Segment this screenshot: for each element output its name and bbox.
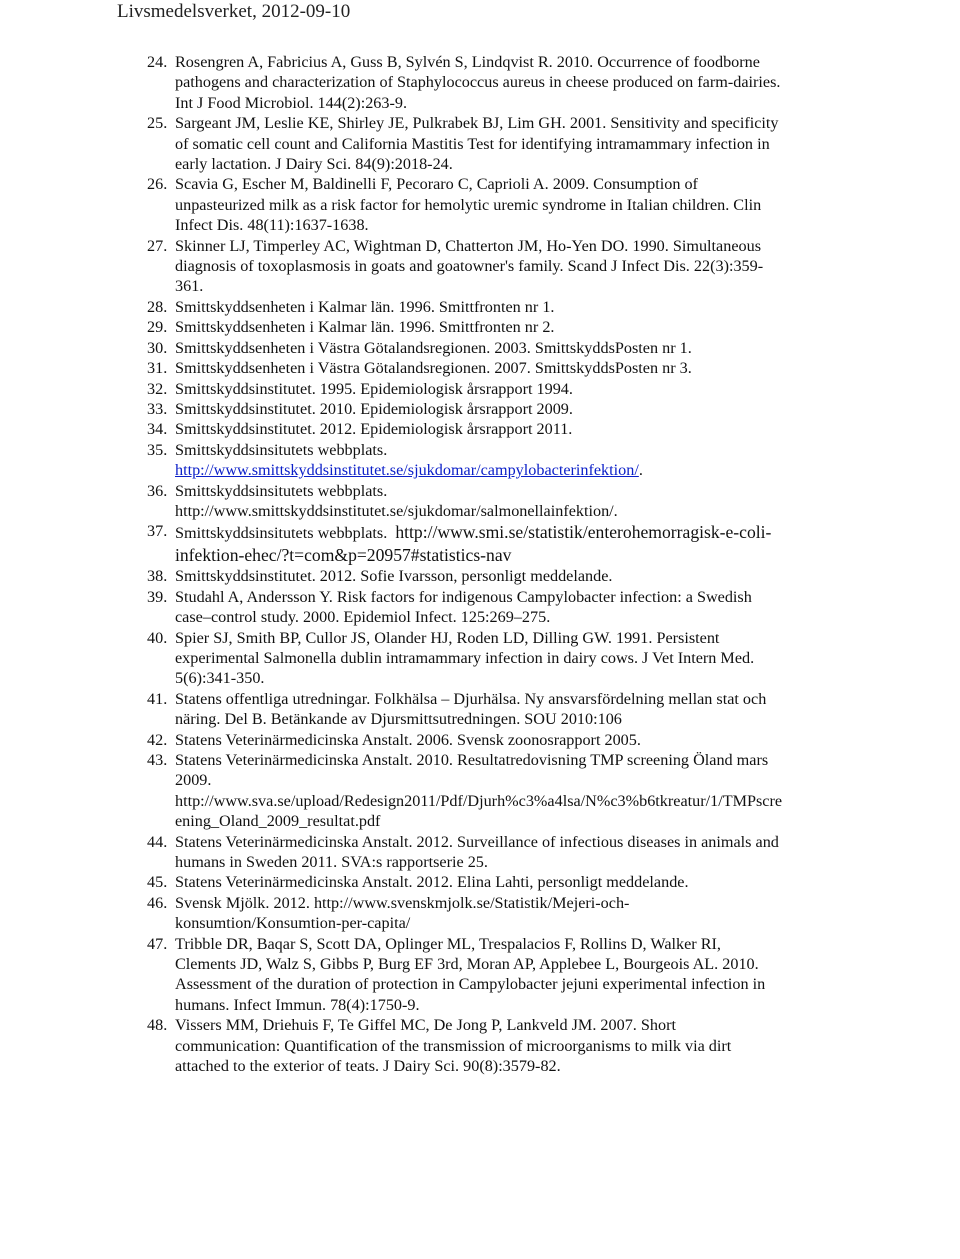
- reference-text: [175, 566, 960, 586]
- reference-35: [0, 440, 960, 481]
- reference-text: [175, 52, 960, 113]
- reference-line: Statens Veterinärmedicinska Anstalt. 2012. Surveillance of infectious diseases in animals and: [175, 832, 779, 851]
- reference-line: Clements JD, Walz S, Gibbs P, Burg EF 3rd, Moran AP, Applebee L, Bourgeois AL. 2010.: [175, 955, 759, 974]
- reference-text: [175, 317, 960, 337]
- reference-line: Sargeant JM, Leslie KE, Shirley JE, Pulkrabek BJ, Lim GH. 2001. Sensitivity and specificity: [175, 114, 779, 133]
- reference-line: humans in Sweden 2011. SVA:s rapportserie 25.: [175, 853, 488, 872]
- reference-48: [0, 1015, 960, 1076]
- reference-number: 39.: [147, 587, 168, 606]
- reference-text: [175, 934, 960, 1016]
- reference-39: [0, 587, 960, 628]
- reference-line: Infect Dis. 48(11):1637-1638.: [175, 216, 369, 235]
- reference-text: [175, 174, 960, 235]
- reference-41: [0, 689, 960, 730]
- reference-line: Tribble DR, Baqar S, Scott DA, Oplinger ML, Trespalacios F, Rollins D, Walker RI,: [175, 934, 721, 953]
- reference-text: [175, 893, 960, 934]
- reference-number: 32.: [147, 379, 168, 398]
- reference-number: 44.: [147, 832, 168, 851]
- reference-line: http://www.smittskyddsinstitutet.se/sjukdomar/salmonellainfektion/.: [175, 501, 618, 520]
- reference-line: pathogens and characterization of Staphylococcus aureus in cheese produced on farm-dairies.: [175, 73, 781, 92]
- reference-text: [175, 750, 960, 832]
- reference-number: 38.: [147, 567, 168, 586]
- reference-line: communication: Quantification of the transmission of microorganisms to milk via dirt: [175, 1036, 732, 1055]
- reference-line: of somatic cell count and California Mastitis Test for identifying intramammary infection in: [175, 134, 770, 153]
- reference-number: 45.: [147, 873, 168, 892]
- reference-line: Smittskyddsinsitutets webbplats.: [175, 481, 388, 500]
- reference-number: 31.: [147, 359, 168, 378]
- reference-text: [175, 628, 960, 689]
- reference-line: Vissers MM, Driehuis F, Te Giffel MC, De Jong P, Lankveld JM. 2007. Short: [175, 1016, 676, 1035]
- reference-text: [175, 358, 960, 378]
- reference-number: 30.: [147, 338, 168, 357]
- reference-24: [0, 52, 960, 113]
- reference-number: 47.: [147, 934, 168, 953]
- reference-line: Smittskyddsenheten i Kalmar län. 1996. Smittfronten nr 1.: [175, 297, 555, 316]
- reference-number: 34.: [147, 420, 168, 439]
- reference-line: Smittskyddsenheten i Kalmar län. 1996. Smittfronten nr 2.: [175, 318, 555, 337]
- reference-text: [175, 379, 960, 399]
- reference-line: Svensk Mjölk. 2012. http://www.svenskmjolk.se/Statistik/Mejeri-och-: [175, 893, 630, 912]
- reference-text: [175, 730, 960, 750]
- reference-37: [0, 521, 960, 566]
- reference-line: early lactation. J Dairy Sci. 84(9):2018-24.: [175, 155, 453, 174]
- reference-46: [0, 893, 960, 934]
- reference-line: Statens offentliga utredningar. Folkhälsa – Djurhälsa. Ny ansvarsfördelning mellan stat och: [175, 689, 767, 708]
- reference-number: 48.: [147, 1016, 168, 1035]
- reference-line: Rosengren A, Fabricius A, Guss B, Sylvén S, Lindqvist R. 2010. Occurrence of foodborne: [175, 53, 760, 71]
- reference-text: [175, 832, 960, 873]
- reference-44: [0, 832, 960, 873]
- reference-text-segment: Smittskyddsinsitutets webbplats.: [175, 524, 396, 543]
- reference-number: 24.: [147, 53, 168, 71]
- reference-line: Smittskyddsenheten i Västra Götalandsregionen. 2003. SmittskyddsPosten nr 1.: [175, 338, 692, 357]
- reference-line: Int J Food Microbiol. 144(2):263-9.: [175, 93, 408, 112]
- reference-text: [175, 440, 960, 481]
- reference-40: [0, 628, 960, 689]
- reference-line: Skinner LJ, Timperley AC, Wightman D, Chatterton JM, Ho-Yen DO. 1990. Simultaneous: [175, 236, 762, 255]
- reference-line: Assessment of the duration of protection in Campylobacter jejuni experimental infection in: [175, 975, 766, 994]
- reference-42: [0, 730, 960, 750]
- reference-text: [175, 236, 960, 297]
- reference-33: [0, 399, 960, 419]
- reference-line: diagnosis of toxoplasmosis in goats and goatowner's family. Scand J Infect Dis. 22(3):359-: [175, 257, 764, 276]
- reference-number: 46.: [147, 893, 168, 912]
- reference-number: 27.: [147, 236, 168, 255]
- reference-text: [175, 297, 960, 317]
- reference-26: [0, 174, 960, 235]
- reference-line: näring. Del B. Betänkande av Djursmittsutredningen. SOU 2010:106: [175, 710, 622, 729]
- reference-27: [0, 236, 960, 297]
- reference-25: [0, 113, 960, 174]
- reference-line: konsumtion/Konsumtion-per-capita/: [175, 914, 411, 933]
- reference-line: ening_Oland_2009_resultat.pdf: [175, 812, 381, 831]
- reference-text: [175, 872, 960, 892]
- reference-line: Statens Veterinärmedicinska Anstalt. 2012. Elina Lahti, personligt meddelande.: [175, 873, 689, 892]
- reference-text: [175, 1015, 960, 1076]
- reference-number: 40.: [147, 628, 168, 647]
- reference-line: Smittskyddsenheten i Västra Götalandsregionen. 2007. SmittskyddsPosten nr 3.: [175, 359, 692, 378]
- reference-list: [0, 52, 960, 1077]
- reference-28: [0, 297, 960, 317]
- reference-line: Statens Veterinärmedicinska Anstalt. 2010. Resultatredovisning TMP screening Öland mars: [175, 751, 769, 769]
- reference-number: 43.: [147, 751, 168, 769]
- reference-line: 2009.: [175, 771, 212, 790]
- reference-32: [0, 379, 960, 399]
- reference-line: case–control study. 2000. Epidemiol Infect. 125:269–275.: [175, 608, 551, 627]
- reference-line: unpasteurized milk as a risk factor for hemolytic uremic syndrome in Italian children. Clin: [175, 195, 762, 214]
- reference-line: Statens Veterinärmedicinska Anstalt. 2006. Svensk zoonosrapport 2005.: [175, 730, 641, 749]
- reference-line: 5(6):341-350.: [175, 669, 265, 688]
- reference-line: experimental Salmonella dublin intramammary infection in dairy cows. J Vet Intern Med.: [175, 648, 755, 667]
- reference-36: [0, 481, 960, 522]
- reference-line: attached to the exterior of teats. J Dairy Sci. 90(8):3579-82.: [175, 1057, 561, 1076]
- reference-line: Smittskyddsinstitutet. 2012. Epidemiologisk årsrapport 2011.: [175, 420, 573, 439]
- reference-number: 36.: [147, 481, 168, 500]
- reference-number: 35.: [147, 440, 168, 459]
- reference-45: [0, 872, 960, 892]
- reference-text: [175, 689, 960, 730]
- reference-number: 37.: [147, 522, 168, 541]
- reference-line: humans. Infect Immun. 78(4):1750-9.: [175, 995, 420, 1014]
- reference-text: [175, 521, 960, 566]
- reference-number: 26.: [147, 175, 168, 194]
- reference-38: [0, 566, 960, 586]
- reference-34: [0, 419, 960, 439]
- reference-47: [0, 934, 960, 1016]
- reference-29: [0, 317, 960, 337]
- reference-line: infektion-ehec/?t=com&p=20957#statistics-nav: [175, 545, 512, 566]
- reference-text-segment: http://www.smi.se/statistik/enterohemorragisk-e-coli-: [395, 522, 772, 543]
- reference-line: [175, 460, 960, 480]
- reference-number: 42.: [147, 730, 168, 749]
- reference-number: 28.: [147, 297, 168, 316]
- reference-line: Smittskyddsinstitutet. 1995. Epidemiologisk årsrapport 1994.: [175, 379, 573, 398]
- reference-text-segment: .: [638, 461, 643, 480]
- reference-line: [175, 521, 960, 544]
- reference-line: http://www.sva.se/upload/Redesign2011/Pdf/Djurh%c3%a4lsa/N%c3%b6tkreatur/1/TMPscre: [175, 791, 783, 810]
- reference-text: [175, 419, 960, 439]
- reference-text: [175, 338, 960, 358]
- reference-line: Scavia G, Escher M, Baldinelli F, Pecoraro C, Caprioli A. 2009. Consumption of: [175, 175, 698, 194]
- reference-link[interactable]: http://www.smittskyddsinstitutet.se/sjukdomar/campylobacterinfektion/: [175, 461, 639, 480]
- reference-line: Smittskyddsinstitutet. 2010. Epidemiologisk årsrapport 2009.: [175, 399, 573, 418]
- reference-text: [175, 481, 960, 522]
- page-header: Livsmedelsverket, 2012-09-10: [117, 1, 351, 22]
- reference-line: Smittskyddsinsitutets webbplats.: [175, 440, 388, 459]
- reference-number: 41.: [147, 689, 168, 708]
- reference-30: [0, 338, 960, 358]
- reference-number: 29.: [147, 318, 168, 337]
- reference-line: Studahl A, Andersson Y. Risk factors for indigenous Campylobacter infection: a Swedish: [175, 587, 752, 606]
- reference-line: Smittskyddsinstitutet. 2012. Sofie Ivarsson, personligt meddelande.: [175, 567, 613, 586]
- reference-text: [175, 399, 960, 419]
- reference-number: 25.: [147, 114, 168, 133]
- reference-text: [175, 113, 960, 174]
- reference-line: Spier SJ, Smith BP, Cullor JS, Olander HJ, Roden LD, Dilling GW. 1991. Persistent: [175, 628, 720, 647]
- reference-number: 33.: [147, 399, 168, 418]
- reference-31: [0, 358, 960, 378]
- reference-43: [0, 750, 960, 832]
- reference-text: [175, 587, 960, 628]
- reference-line: 361.: [175, 277, 204, 296]
